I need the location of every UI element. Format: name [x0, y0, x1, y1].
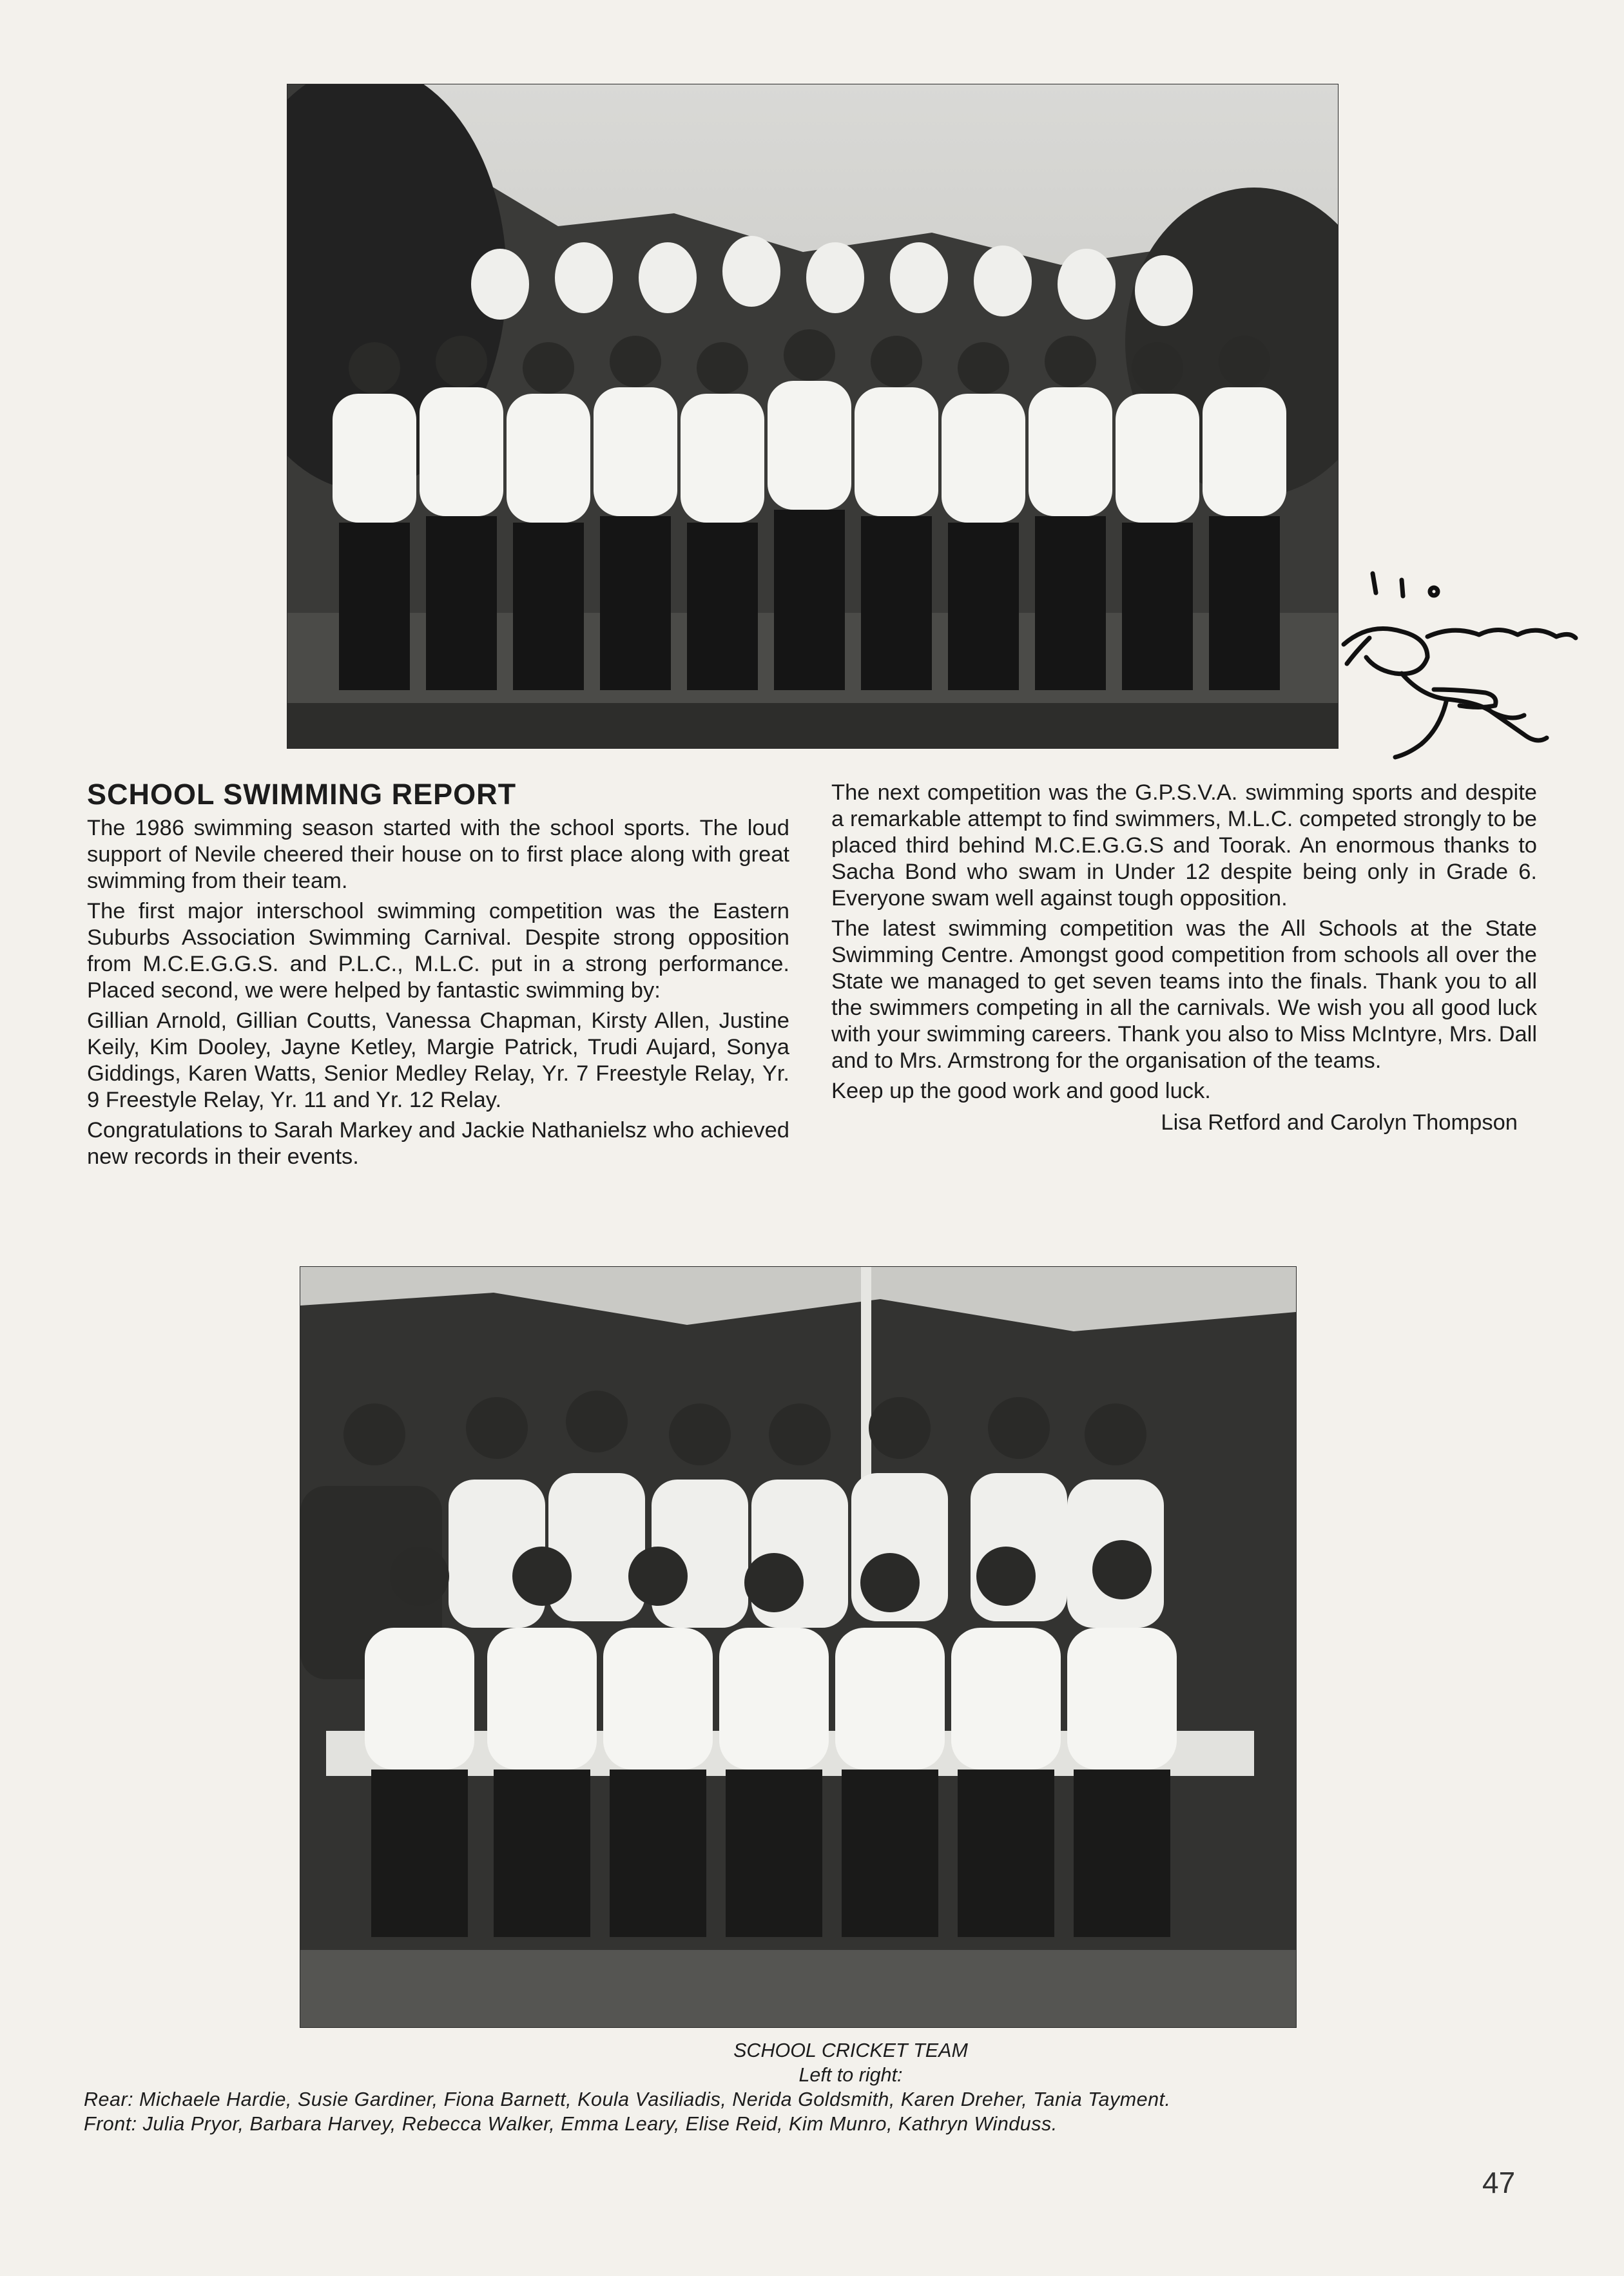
article-signature: Lisa Retford and Carolyn Thompson	[1161, 1110, 1518, 1135]
page-number: 47	[1482, 2166, 1516, 2199]
caption-front-row: Front: Julia Pryor, Barbara Harvey, Rebecca Walker, Emma Leary, Elise Reid, Kim Munro, Kathryn Winduss.	[84, 2113, 1058, 2135]
swimming-team-photo-image	[287, 84, 1338, 748]
article-paragraph: The next competition was the G.P.S.V.A. swimming sports and despite a remarkable attempt to find swimmers, M.L.C. competed strongly to be placed third behind M.C.E.G.G.S and Toorak. An enormous thanks to Sacha Bond who swam in Under 12 despite being only in Grade 6. Everyone swam well against tough opposition.	[831, 780, 1537, 911]
article-paragraph: The first major interschool swimming competition was the Eastern Suburbs Association Swimming Carnival. Despite strong opposition from M.C.E.G.G.S. and P.L.C., M.L.C. put in a strong performance. Placed second, we were helped by fantastic swimming by:	[87, 899, 789, 1003]
article-right-column	[831, 780, 1537, 1136]
swimmer-doodle-icon	[1331, 561, 1589, 773]
cricket-team-photo	[300, 1266, 1297, 2028]
article-paragraph: Keep up the good work and good luck.	[831, 1079, 1211, 1103]
article-paragraph: Gillian Arnold, Gillian Coutts, Vanessa Chapman, Kirsty Allen, Justine Keily, Kim Dooley, Jayne Ketley, Margie Patrick, Trudi Aujard, Sonya Giddings, Karen Watts, Senior Medley Relay, Yr. 7 Freestyle Relay, Yr. 9 Freestyle Relay, Yr. 11 and Yr. 12 Relay.	[87, 1008, 789, 1112]
swimming-team-photo	[287, 84, 1339, 749]
article-left-column	[87, 776, 789, 1174]
caption-subtitle: Left to right:	[798, 2064, 903, 2086]
article-paragraph: Congratulations to Sarah Markey and Jackie Nathanielsz who achieved new records in their events.	[87, 1118, 789, 1169]
article-paragraph: The 1986 swimming season started with the school sports. The loud support of Nevile cheered their house on to first place along with great swimming from their team.	[87, 816, 789, 893]
caption-rear-row: Rear: Michaele Hardie, Susie Gardiner, Fiona Barnett, Koula Vasiliadis, Nerida Goldsmith, Karen Dreher, Tania Tayment.	[84, 2088, 1171, 2110]
caption-title: SCHOOL CRICKET TEAM	[733, 2040, 968, 2061]
article-paragraph: The latest swimming competition was the All Schools at the State Swimming Centre. Amongst good competition from schools all over the State we managed to get seven teams into the finals. Thank you to all the swimmers competing in all the carnivals. We wish you all good luck with your swimming careers. Thank you also to Miss McIntyre, Mrs. Dall and to Mrs. Armstrong for the organisation of the teams.	[831, 916, 1537, 1073]
cricket-team-photo-image	[300, 1267, 1296, 2027]
article-title: SCHOOL SWIMMING REPORT	[87, 778, 517, 811]
photo-caption	[39, 2038, 1585, 2136]
